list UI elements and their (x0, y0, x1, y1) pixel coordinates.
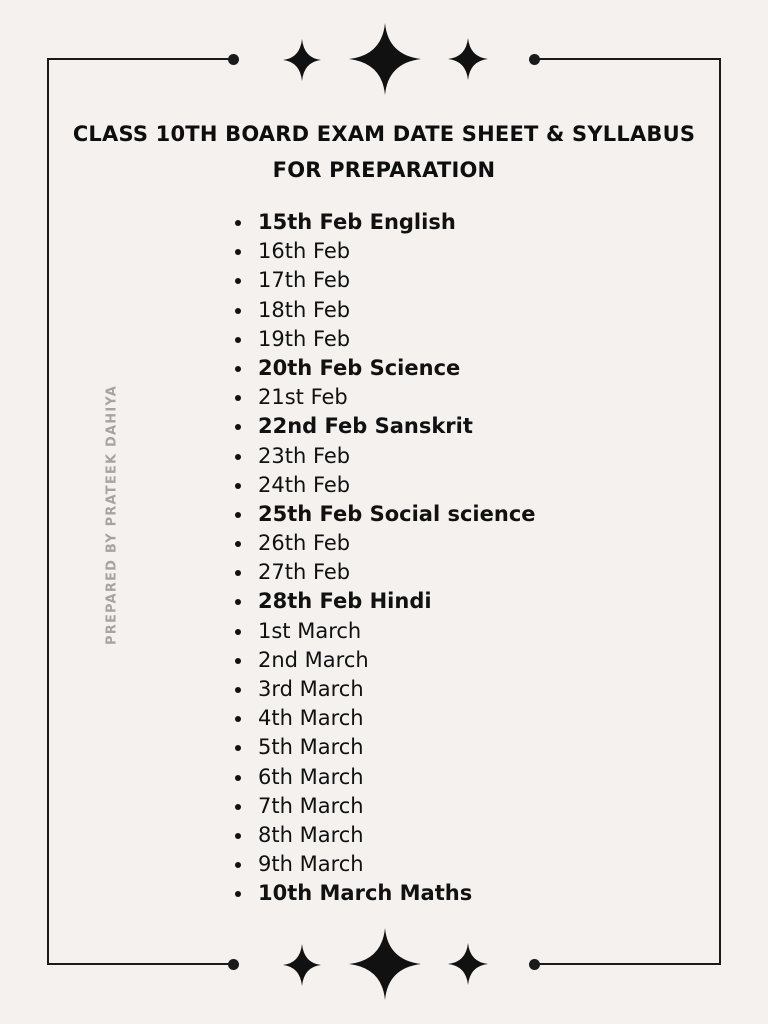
schedule-item (232, 296, 536, 325)
schedule-item-text: 10th March Maths (258, 881, 473, 906)
schedule-item (232, 237, 536, 266)
schedule-item (232, 879, 536, 908)
schedule-item-text: 2nd March (258, 647, 369, 672)
bullet-icon (235, 483, 241, 489)
schedule-item-text: 9th March (258, 852, 364, 877)
schedule-item (232, 208, 536, 237)
schedule-item (232, 558, 536, 587)
schedule-item-text: 6th March (258, 764, 364, 789)
schedule-item (232, 500, 536, 529)
schedule-item (232, 471, 536, 500)
schedule-item (232, 442, 536, 471)
title-line-1: CLASS 10TH BOARD EXAM DATE SHEET & SYLLABUS (72, 122, 696, 146)
schedule-item (232, 354, 536, 383)
schedule-item-text: 23th Feb (258, 443, 351, 468)
bullet-icon (235, 278, 241, 284)
top-sparkle-right-icon (448, 38, 488, 80)
schedule-item (232, 763, 536, 792)
schedule-item (232, 850, 536, 879)
frame-top-right-line (534, 58, 721, 60)
schedule-item-text: 25th Feb Social science (258, 501, 536, 526)
bullet-icon (235, 833, 241, 839)
bullet-icon (235, 745, 241, 751)
frame-bottom-right-line (534, 963, 721, 965)
bullet-icon (235, 629, 241, 635)
bullet-icon (235, 775, 241, 781)
bullet-icon (235, 395, 241, 401)
schedule-item (232, 529, 536, 558)
schedule-item-text: 27th Feb (258, 560, 351, 585)
bottom-sparkle-center-icon (349, 928, 421, 1000)
schedule-item-text: 1st March (258, 618, 362, 643)
schedule-item-text: 28th Feb Hindi (258, 589, 432, 614)
bullet-icon (235, 599, 241, 605)
frame-bottom-left-line (47, 963, 233, 965)
schedule-item-text: 4th March (258, 706, 364, 731)
bottom-sparkle-right-icon (448, 943, 488, 985)
page-title (60, 116, 708, 188)
schedule-item (232, 821, 536, 850)
schedule-item-text: 3rd March (258, 677, 364, 701)
schedule-item (232, 704, 536, 733)
bullet-icon (235, 891, 241, 897)
frame-right-line (719, 58, 721, 965)
schedule-item-text: 17th Feb (258, 268, 351, 293)
bullet-icon (235, 541, 241, 547)
schedule-item (232, 792, 536, 821)
schedule-item-text: 15th Feb English (258, 210, 456, 234)
schedule-item-text: 26th Feb (258, 531, 351, 556)
schedule-item-text: 8th March (258, 822, 364, 847)
frame-top-left-line (47, 58, 233, 60)
frame-bottom-right-dot (529, 959, 540, 970)
bottom-sparkle-left-icon (283, 944, 321, 986)
bullet-icon (235, 424, 241, 430)
bullet-icon (235, 804, 241, 810)
schedule-item-text: 19th Feb (258, 326, 351, 351)
schedule-item-text: 18th Feb (258, 297, 351, 322)
bullet-icon (235, 570, 241, 576)
schedule-item (232, 587, 536, 616)
schedule-item-text: 21st Feb (258, 385, 348, 410)
bullet-icon (235, 862, 241, 868)
bullet-icon (235, 220, 241, 226)
bullet-icon (235, 716, 241, 722)
schedule-item-text: 24th Feb (258, 472, 351, 497)
top-sparkle-icon (270, 20, 500, 100)
bullet-icon (235, 687, 241, 693)
schedule-item (232, 646, 536, 675)
title-line-2: FOR PREPARATION (272, 158, 496, 182)
bullet-icon (235, 658, 241, 664)
bullet-icon (235, 366, 241, 372)
schedule-item (232, 325, 536, 354)
schedule-item (232, 617, 536, 646)
frame-bottom-left-dot (228, 959, 239, 970)
bottom-sparkle-icon (270, 925, 500, 1005)
schedule-item-text: 20th Feb Science (258, 355, 461, 380)
schedule-item-text: 5th March (258, 735, 364, 760)
frame-top-right-dot (529, 54, 540, 65)
top-sparkle-center-icon (349, 23, 421, 95)
schedule-item (232, 733, 536, 762)
frame-top-left-dot (228, 54, 239, 65)
schedule-item-text: 22nd Feb Sanskrit (258, 414, 473, 439)
frame-left-line (47, 58, 49, 965)
schedule-item-text: 7th March (258, 793, 364, 818)
schedule-item (232, 412, 536, 441)
schedule-item (232, 383, 536, 412)
schedule-item-text: 16th Feb (258, 239, 351, 264)
bullet-icon (235, 249, 241, 255)
bullet-icon (235, 512, 241, 518)
bullet-icon (235, 337, 241, 343)
schedule-item (232, 266, 536, 295)
side-credit: PREPARED BY PRATEEK DAHIYA (104, 385, 120, 645)
schedule-item (232, 675, 536, 704)
top-sparkle-left-icon (283, 39, 321, 81)
bullet-icon (235, 454, 241, 460)
bullet-icon (235, 308, 241, 314)
exam-schedule-list (232, 208, 536, 909)
